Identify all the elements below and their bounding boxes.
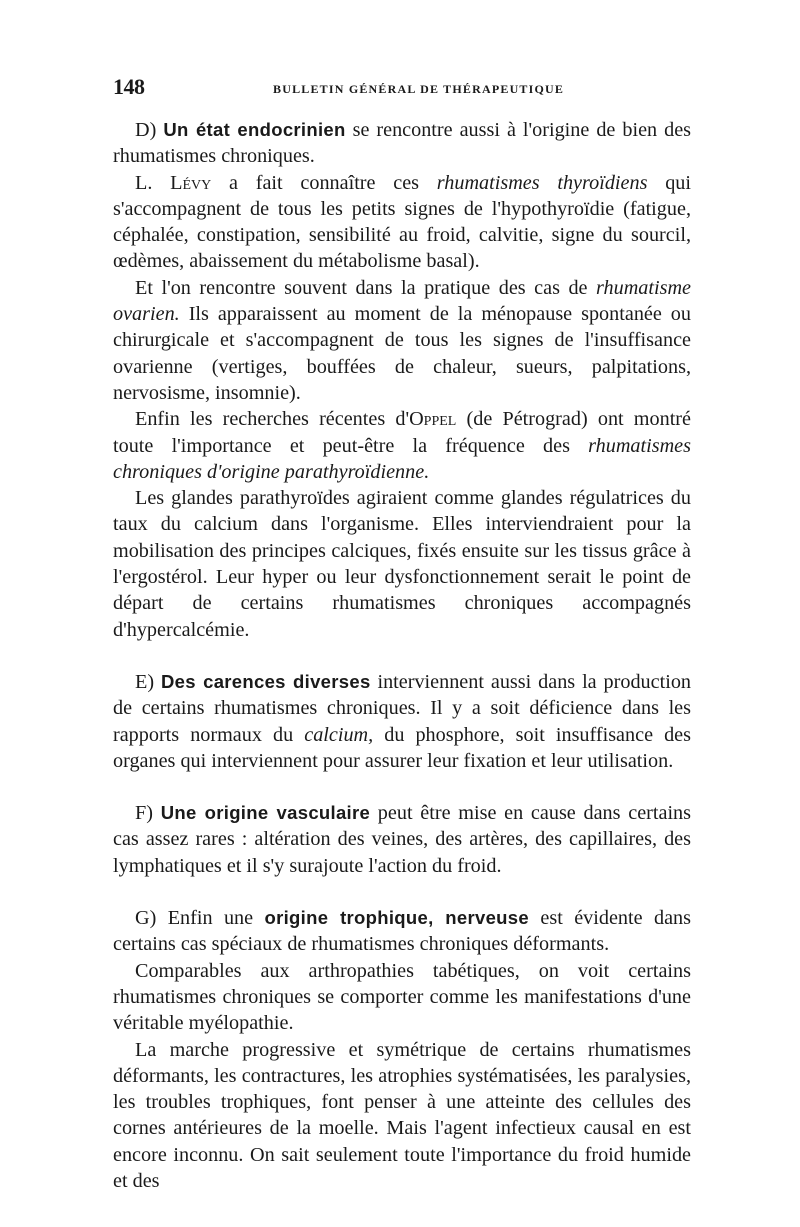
paragraph-d: [113, 117, 691, 170]
paragraph-levy-text1: a fait connaître ces: [211, 171, 437, 194]
bold-term-carences: Des carences diverses: [160, 670, 371, 692]
bold-term-endocrine: Un état endocrinien: [163, 119, 346, 140]
paragraph-oppel: [113, 406, 691, 485]
paragraph-ovarian-text2: Ils apparaissent au moment de la ménopause spontanée ou chirurgicale et s'accompagnent de tous les signes de l'insuffisance ovarienne (vertiges, bouffées de chaleur, sueurs, palpitations, nervosisme, insomnie).: [113, 303, 691, 404]
page-header: [113, 74, 691, 104]
paragraph-oppel-text1: Enfin les recherches récentes d': [135, 408, 410, 431]
paragraph-parathyroid: Les glandes parathyroïdes agiraient comme glandes régulatrices du taux du calcium dans l'organisme. Elles interviendraient pour la mobilisation des principes calciques, fixés ensuite sur les tissus grâce à l'ergostérol. Leur hyper ou leur dysfonctionnement serait le point de départ de certains rhumatismes chroniques accompagnés d'hypercalcémie.: [113, 487, 691, 641]
running-title: BULLETIN GÉNÉRAL DE THÉRAPEUTIQUE: [273, 82, 565, 96]
section-label-g: G) Enfin une: [135, 907, 254, 930]
author-name-oppel: Oppel: [409, 408, 457, 431]
paragraph-ovarian: [113, 275, 691, 406]
paragraph-e-text1: interviennent aussi dans la production de certains rhumatismes chroniques. Il y a soit déficience dans les rapports normaux du: [113, 670, 692, 746]
author-name-levy: L. Lévy: [135, 171, 212, 194]
paragraph-d-text: se rencontre aussi à l'origine de bien des rhumatismes chroniques.: [113, 119, 692, 168]
bold-term-trophic: origine trophique, nerveuse: [264, 907, 529, 929]
italic-term-calcium: calcium,: [304, 723, 374, 746]
paragraph-e-text2: du phosphore, soit insuffisance des organes qui interviennent pour assurer leur fixation et leur utilisation.: [113, 723, 691, 772]
bold-term-vascular: Une origine vasculaire: [160, 802, 371, 824]
paragraph-f: [113, 800, 691, 879]
paragraph-progressive: La marche progressive et symétrique de certains rhumatismes déformants, les contractures, les atrophies systématisées, les paralysies, les troubles trophiques, font penser à une atteinte des cellules des cornes antérieures de la moelle. Mais l'agent infectieux causal en est encore inconnu. On sait seulement toute l'importance du froid humide et des: [113, 1038, 691, 1192]
paragraph-g-text: est évidente dans certains cas spéciaux de rhumatismes chroniques déformants.: [113, 907, 691, 956]
paragraph-levy-text2: qui s'accompagnent de tous les petits signes de l'hypothyroïdie (fatigue, céphalée, constipation, sensibilité au froid, calvitie, signe du sourcil, œdèmes, abaissement du métabolisme basal).: [113, 171, 692, 273]
section-label-e: E): [135, 670, 155, 693]
paragraph-ovarian-text1: Et l'on rencontre souvent dans la pratique des cas de: [135, 276, 597, 299]
paragraph-levy: [113, 170, 691, 275]
page-number: 148: [113, 74, 145, 99]
paragraph-g: [113, 905, 691, 958]
section-label-f: F): [135, 802, 153, 825]
paragraph-oppel-text2: (de Pétrograd) ont montré toute l'importance et peut-être la fréquence des: [113, 408, 691, 457]
italic-term-ovarian: rhumatisme ovarien.: [113, 276, 691, 326]
paragraph-f-text: peut être mise en cause dans certains cas assez rares : altération des veines, des artères, des capillaires, des lymphatiques et il s'y surajoute l'action du froid.: [113, 802, 692, 877]
italic-term-thyroid: rhumatismes thyroïdiens: [436, 171, 648, 194]
paragraph-e: [113, 669, 691, 774]
body-text: [113, 117, 691, 1194]
section-label-d: D): [135, 119, 157, 141]
paragraph-tabetic: Comparables aux arthropathies tabétiques, on voit certains rhumatismes chroniques se comporter comme les manifestations d'une véritable myélopathie.: [113, 959, 691, 1035]
italic-term-parathyroid: rhumatismes chroniques d'origine parathyroïdienne.: [113, 434, 691, 483]
